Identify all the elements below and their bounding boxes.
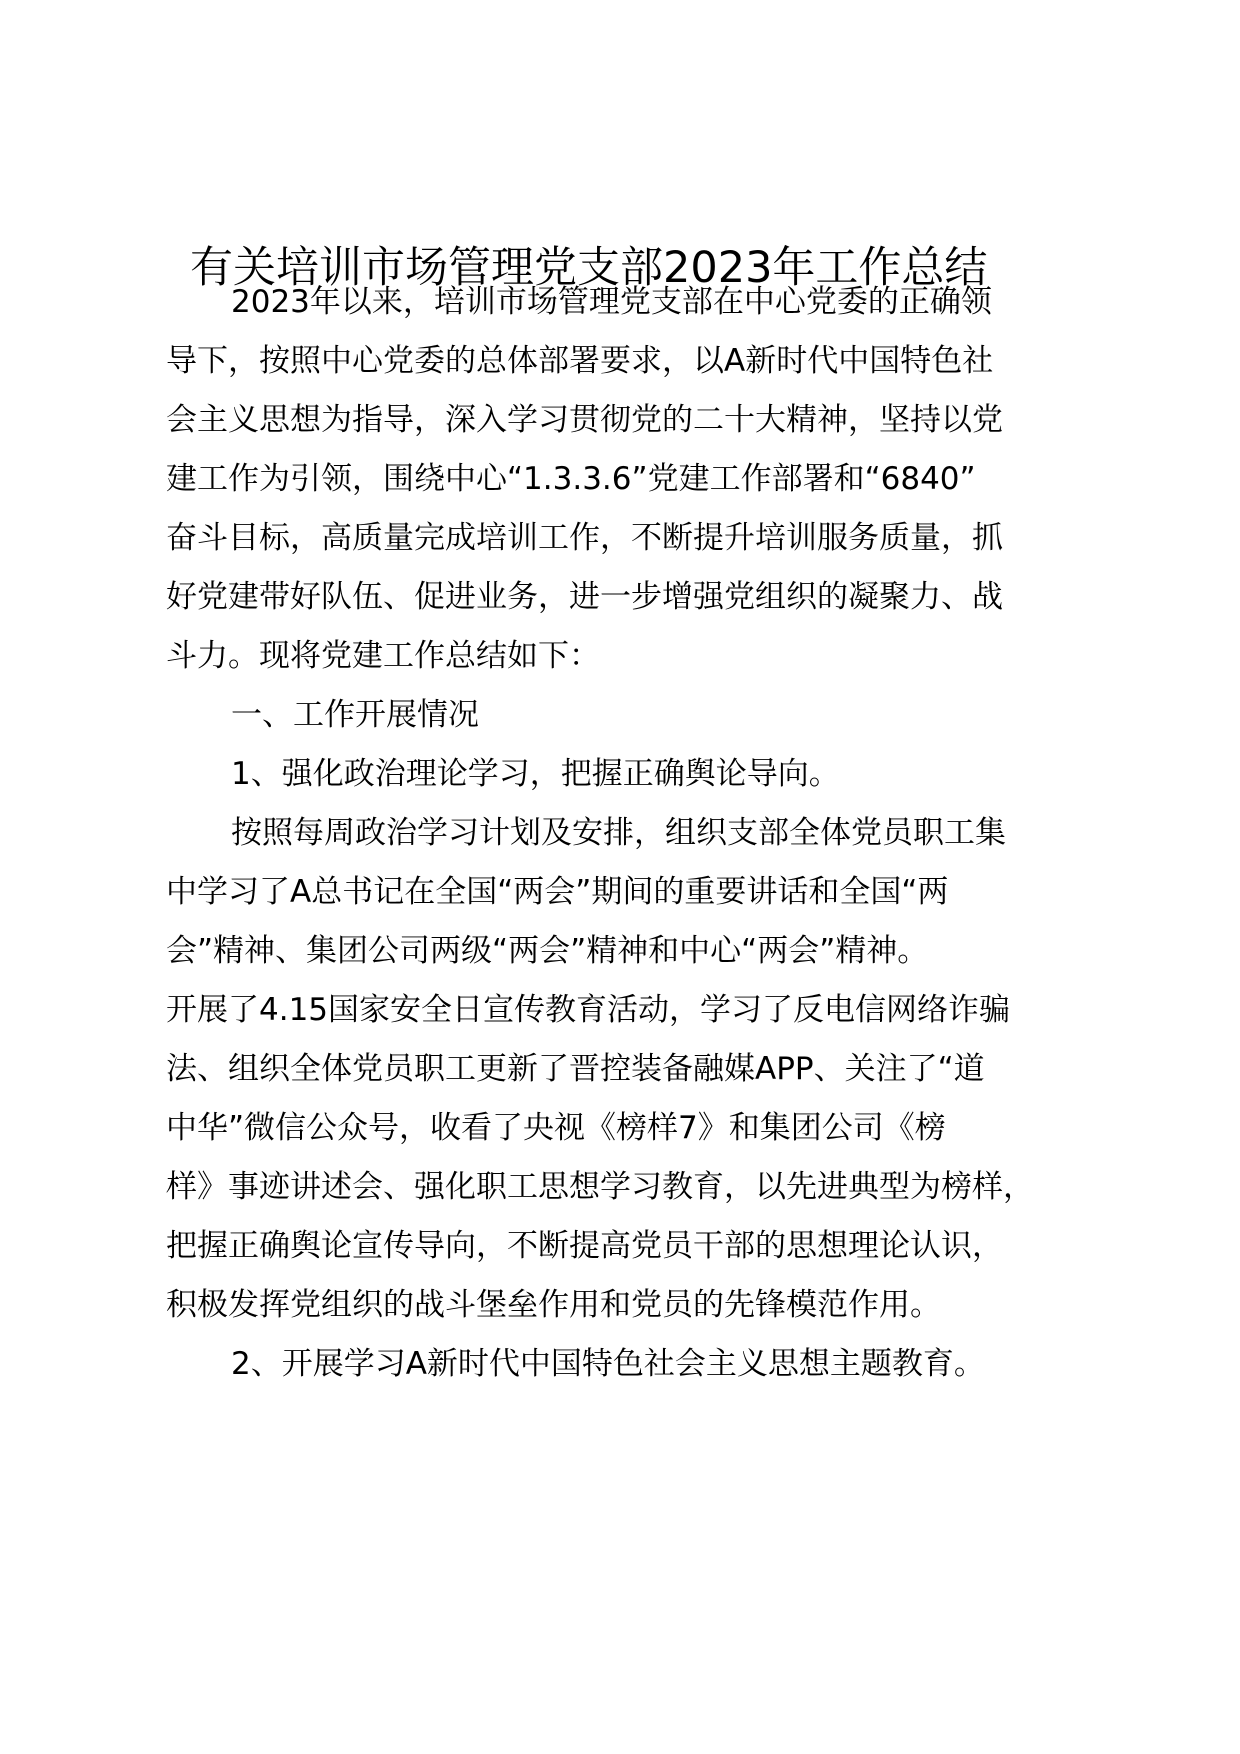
paragraph-line: 积极发挥党组织的战斗堡垒作用和党员的先锋模范作用。 — [166, 1287, 941, 1323]
paragraph-line: 中华”微信公众号，收看了央视《榜样7》和集团公司《榜 — [166, 1110, 946, 1146]
paragraph-line: 会”精神、集团公司两级“两会”精神和中心“两会”精神。 — [166, 933, 929, 969]
paragraph-line: 按照每周政治学习计划及安排，组织支部全体党员职工集 — [231, 815, 1006, 851]
document-title: 有关培训市场管理党支部2023年工作总结 — [190, 243, 988, 293]
paragraph-line: 中学习了A总书记在全国“两会”期间的重要讲话和全国“两 — [166, 874, 949, 910]
section-heading: 一、工作开展情况 — [231, 697, 479, 733]
paragraph-line: 奋斗目标，高质量完成培训工作，不断提升培训服务质量，抓 — [166, 520, 1003, 556]
paragraph-line: 好党建带好队伍、促进业务，进一步增强党组织的凝聚力、战 — [166, 579, 1003, 615]
paragraph-line: 把握正确舆论宣传导向，不断提高党员干部的思想理论认识， — [166, 1228, 1003, 1264]
paragraph-line: 建工作为引领，围绕中心“1.3.3.6”党建工作部署和“6840” — [166, 461, 976, 497]
paragraph-line: 2023年以来，培训市场管理党支部在中心党委的正确领 — [231, 284, 992, 320]
paragraph-line: 样》事迹讲述会、强化职工思想学习教育，以先进典型为榜样， — [166, 1169, 1034, 1205]
paragraph-line: 会主义思想为指导，深入学习贯彻党的二十大精神，坚持以党 — [166, 402, 1003, 438]
paragraph-line: 法、组织全体党员职工更新了晋控装备融媒APP、关注了“道 — [166, 1051, 985, 1087]
subsection-heading: 1、强化政治理论学习，把握正确舆论导向。 — [231, 756, 840, 792]
paragraph-line: 开展了4.15国家安全日宣传教育活动，学习了反电信网络诈骗 — [166, 992, 1011, 1028]
paragraph-line: 斗力。现将党建工作总结如下： — [166, 638, 600, 674]
subsection-heading: 2、开展学习A新时代中国特色社会主义思想主题教育。 — [231, 1346, 985, 1382]
paragraph-line: 导下，按照中心党委的总体部署要求，以A新时代中国特色社 — [166, 343, 994, 379]
